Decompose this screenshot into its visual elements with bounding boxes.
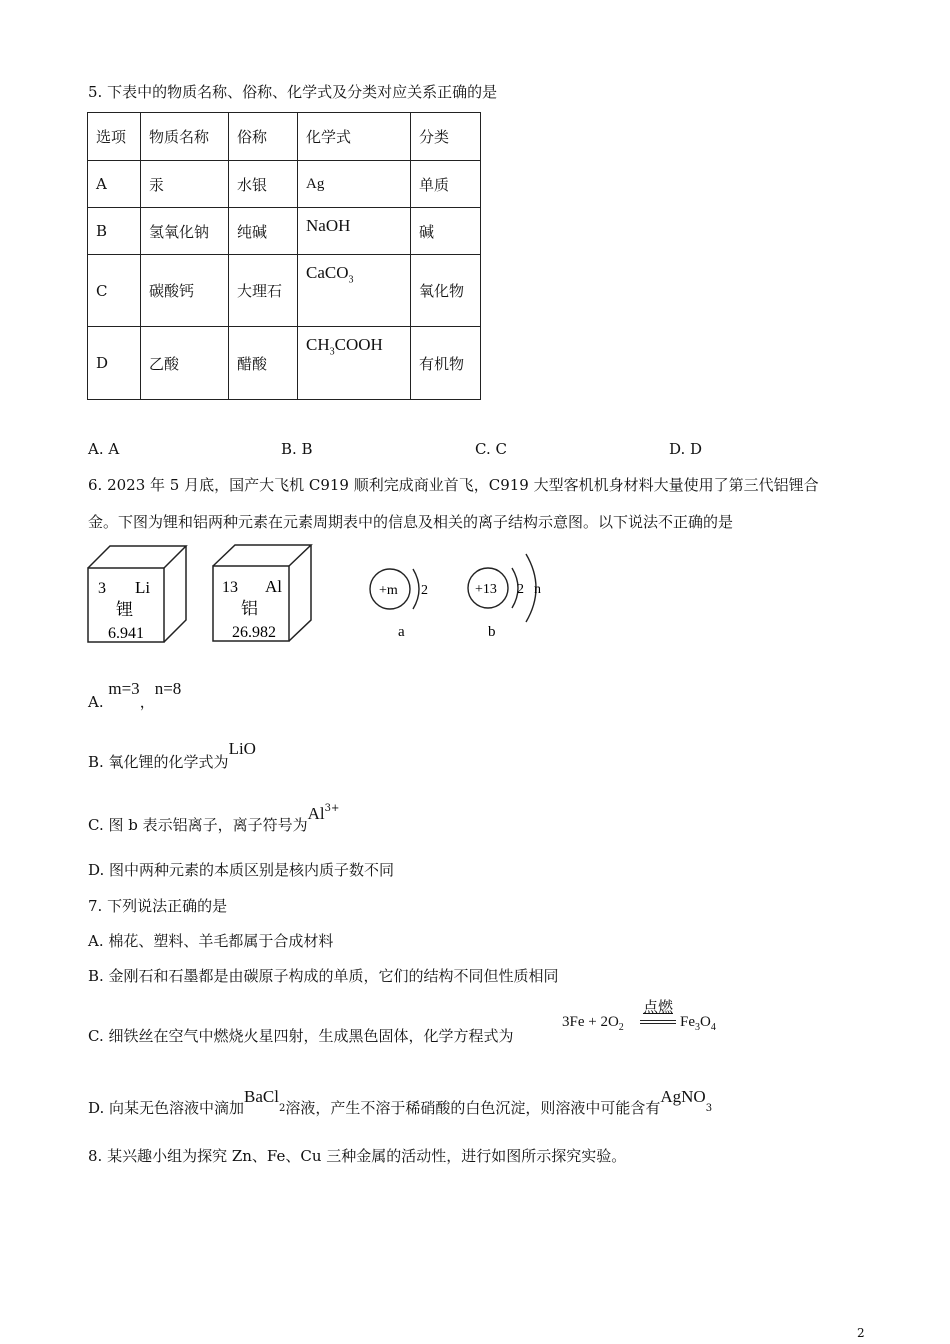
li-mass: 6.941 (108, 625, 144, 642)
li-name: 锂 (116, 600, 133, 620)
table-cell: 有机物 (411, 327, 481, 400)
q7-option-c: C. 细铁丝在空气中燃烧火星四射，生成黑色固体，化学方程式为 (88, 1027, 514, 1045)
table-row (88, 161, 481, 208)
combustion-equation: $3Fe + 2O_2$ (562, 1014, 624, 1033)
q6-option-a: A. m=3，n=8 (88, 679, 182, 711)
q5-option-b: B. B (281, 440, 313, 458)
al-symbol: Al (265, 577, 282, 596)
ion-b-shell1: 2 (517, 582, 524, 597)
q5-stem: 5. 下表中的物质名称、俗称、化学式及分类对应关系正确的是 (88, 83, 498, 101)
ion-b-label: b (488, 624, 496, 640)
q5-option-a: A. A (88, 440, 120, 458)
table-row (88, 208, 481, 255)
table-header-cell: 物质名称 (141, 113, 229, 161)
q7-option-a: A. 棉花、塑料、羊毛都属于合成材料 (88, 932, 334, 950)
page-number: 2 (857, 1326, 865, 1340)
q6-option-b: B. 氧化锂的化学式为LiO (88, 739, 256, 771)
q6-option-c: C. 图 b 表示铝离子，离子符号为$Al^{3+}$ (88, 803, 340, 834)
table-header-cell: 俗称 (229, 113, 298, 161)
ion-b-nucleus: +13 (475, 582, 497, 597)
table-cell: 纯碱 (229, 208, 298, 255)
table-header-row (88, 113, 481, 161)
table-header-cell: 分类 (411, 113, 481, 161)
table-cell: A (88, 161, 141, 208)
table-cell: 氢氧化钠 (141, 208, 229, 255)
equation-product: $Fe_3O_4$ (680, 1014, 716, 1033)
table-cell: 碱 (411, 208, 481, 255)
li-atomic-number: 3 (98, 580, 106, 597)
table-cell: 氧化物 (411, 255, 481, 327)
table-cell: 水银 (229, 161, 298, 208)
al-atomic-number: 13 (222, 579, 238, 596)
table-cell: NaOH (298, 208, 411, 255)
table-cell: C (88, 255, 141, 327)
al-name: 铝 (241, 599, 258, 619)
equation-arrow-line-top (640, 1020, 676, 1021)
q8-stem: 8. 某兴趣小组为探究 Zn、Fe、Cu 三种金属的活动性，进行如图所示探究实验。 (88, 1147, 627, 1165)
table-cell-formula: $CH_3COOH$ (298, 327, 411, 400)
table-cell: 大理石 (229, 255, 298, 327)
table-header-cell: 化学式 (298, 113, 411, 161)
ion-a-label: a (398, 624, 405, 640)
table-row (88, 255, 481, 327)
q7-option-d: D. 向某无色溶液中滴加BaCl$_2$溶液，产生不溶于稀硝酸的白色沉淀，则溶液中可能含有AgNO$_3$ (88, 1087, 713, 1117)
q7-stem: 7. 下列说法正确的是 (88, 897, 228, 915)
q6-option-d: D. 图中两种元素的本质区别是核内质子数不同 (88, 861, 395, 879)
table-cell: 乙酸 (141, 327, 229, 400)
ion-a-nucleus: +m (379, 583, 398, 598)
q6-stem-line1: 6. 2023 年 5 月底，国产大飞机 C919 顺利完成商业首飞，C919 大型客机机身材料大量使用了第三代铝锂合 (88, 476, 819, 494)
al-mass: 26.982 (232, 624, 276, 641)
table-cell: D (88, 327, 141, 400)
equation-condition: 点燃 (642, 998, 673, 1016)
table-cell-formula: CaCO$_3$ (298, 255, 411, 327)
q6-figure (80, 540, 560, 655)
ion-b-shell2: n (534, 582, 541, 597)
equation-arrow-line-bottom (640, 1023, 676, 1024)
q5-option-d: D. D (669, 440, 703, 458)
q5-option-c: C. C (475, 440, 507, 458)
q5-table (87, 112, 481, 400)
table-cell: B (88, 208, 141, 255)
q6-stem-line2: 金。下图为锂和铝两种元素在元素周期表中的信息及相关的离子结构示意图。以下说法不正确的是 (88, 513, 734, 531)
li-symbol: Li (135, 578, 151, 597)
table-row (88, 327, 481, 400)
table-cell: 汞 (141, 161, 229, 208)
q7-option-b: B. 金刚石和石墨都是由碳原子构成的单质，它们的结构不同但性质相同 (88, 967, 559, 985)
ion-a-shell1: 2 (421, 583, 428, 598)
table-header-cell: 选项 (88, 113, 141, 161)
table-cell: 醋酸 (229, 327, 298, 400)
table-cell: Ag (298, 161, 411, 208)
table-cell: 碳酸钙 (141, 255, 229, 327)
table-cell: 单质 (411, 161, 481, 208)
